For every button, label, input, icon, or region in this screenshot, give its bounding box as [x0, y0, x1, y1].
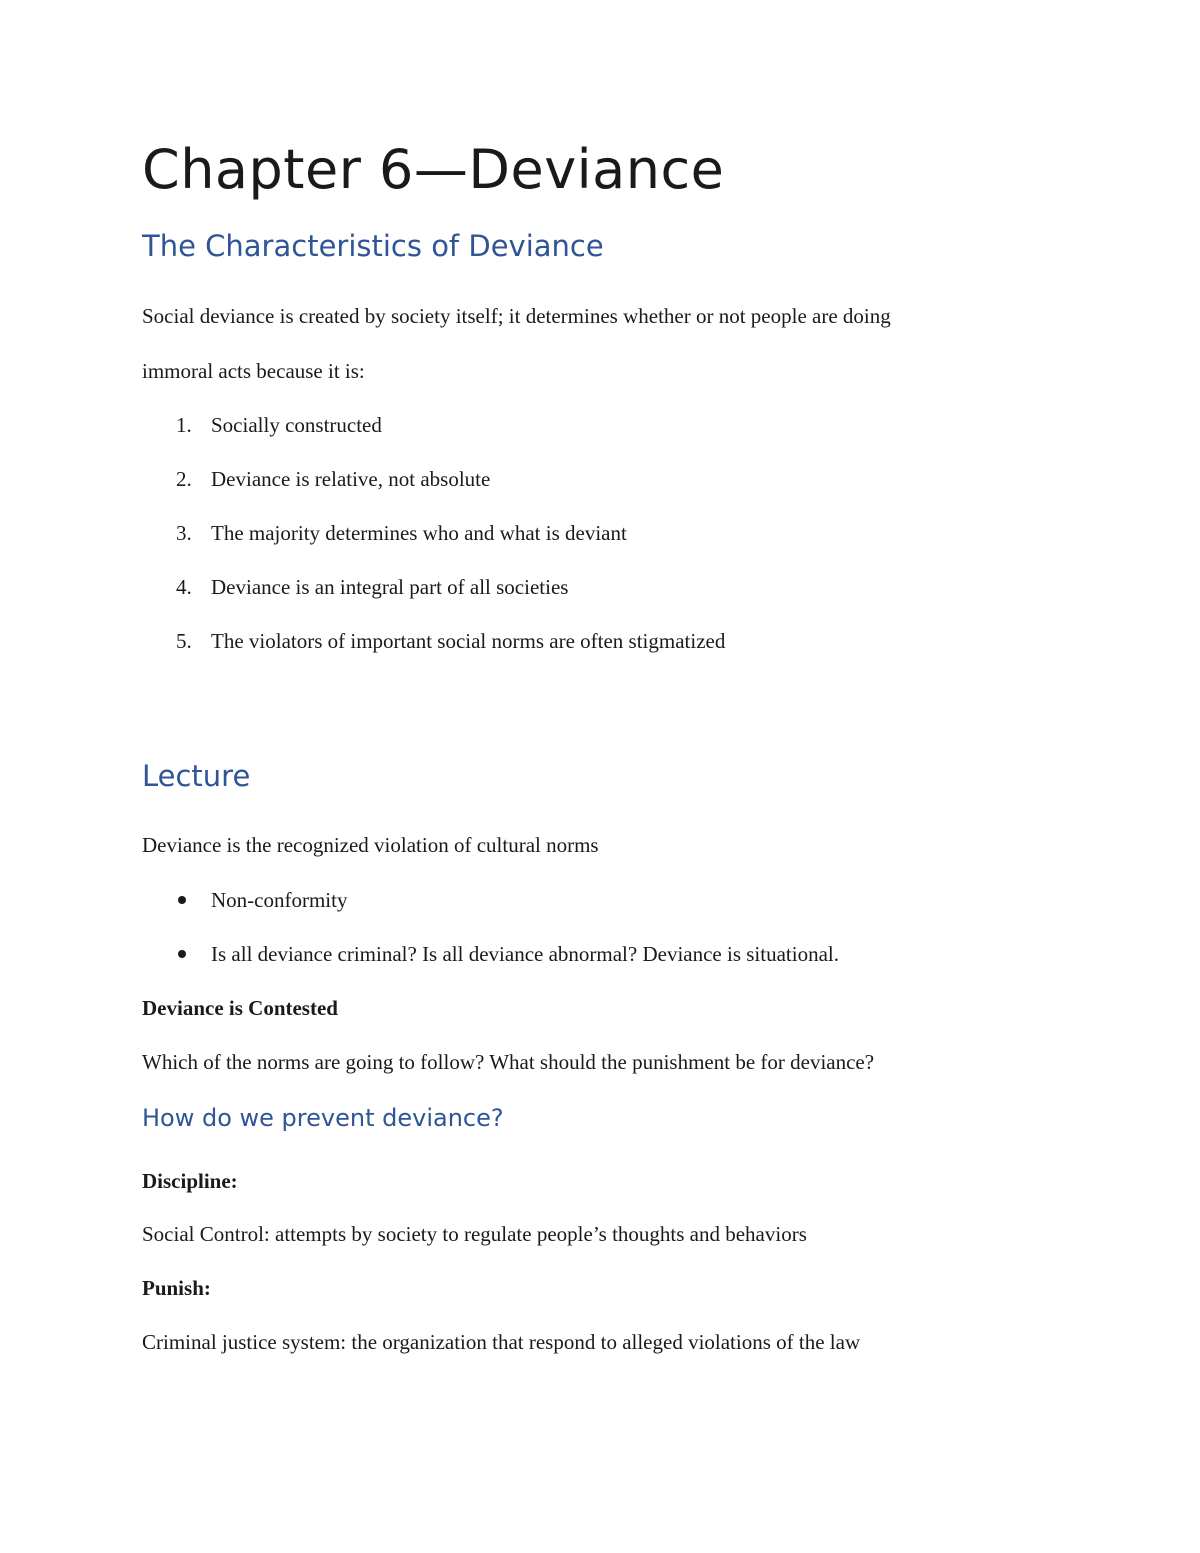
- list-number: 2.: [176, 467, 192, 491]
- discipline-subheading: Discipline:: [142, 1169, 238, 1193]
- section-heading-lecture: Lecture: [142, 759, 251, 793]
- bullet-icon: [178, 896, 186, 904]
- punish-paragraph: Criminal justice system: the organization that respond to alleged violations of the law: [142, 1330, 861, 1354]
- intro-paragraph-line-2: immoral acts because it is:: [142, 359, 365, 383]
- bullet-icon: [178, 950, 186, 958]
- list-item-text: The violators of important social norms are often stigmatized: [211, 629, 726, 653]
- section-heading-characteristics: The Characteristics of Deviance: [142, 229, 604, 263]
- page-title: Chapter 6—Deviance: [142, 138, 725, 201]
- bullet-item-text: Non-conformity: [211, 888, 348, 912]
- bullet-item-text: Is all deviance criminal? Is all deviance abnormal? Deviance is situational.: [211, 942, 839, 966]
- discipline-paragraph: Social Control: attempts by society to regulate people’s thoughts and behaviors: [142, 1222, 807, 1246]
- punish-subheading: Punish:: [142, 1276, 211, 1300]
- section-heading-prevention: How do we prevent deviance?: [142, 1104, 504, 1132]
- list-number: 3.: [176, 521, 192, 545]
- list-item-text: The majority determines who and what is deviant: [211, 521, 627, 545]
- list-number: 5.: [176, 629, 192, 653]
- list-number: 4.: [176, 575, 192, 599]
- contested-subheading: Deviance is Contested: [142, 996, 338, 1020]
- list-number: 1.: [176, 413, 192, 437]
- definition-paragraph: Deviance is the recognized violation of cultural norms: [142, 833, 599, 857]
- list-item-text: Deviance is relative, not absolute: [211, 467, 491, 491]
- intro-paragraph-line-1: Social deviance is created by society itself; it determines whether or not people are doing: [142, 304, 891, 328]
- list-item-text: Socially constructed: [211, 413, 382, 437]
- contested-paragraph: Which of the norms are going to follow? What should the punishment be for deviance?: [142, 1050, 875, 1074]
- list-item-text: Deviance is an integral part of all societies: [211, 575, 569, 599]
